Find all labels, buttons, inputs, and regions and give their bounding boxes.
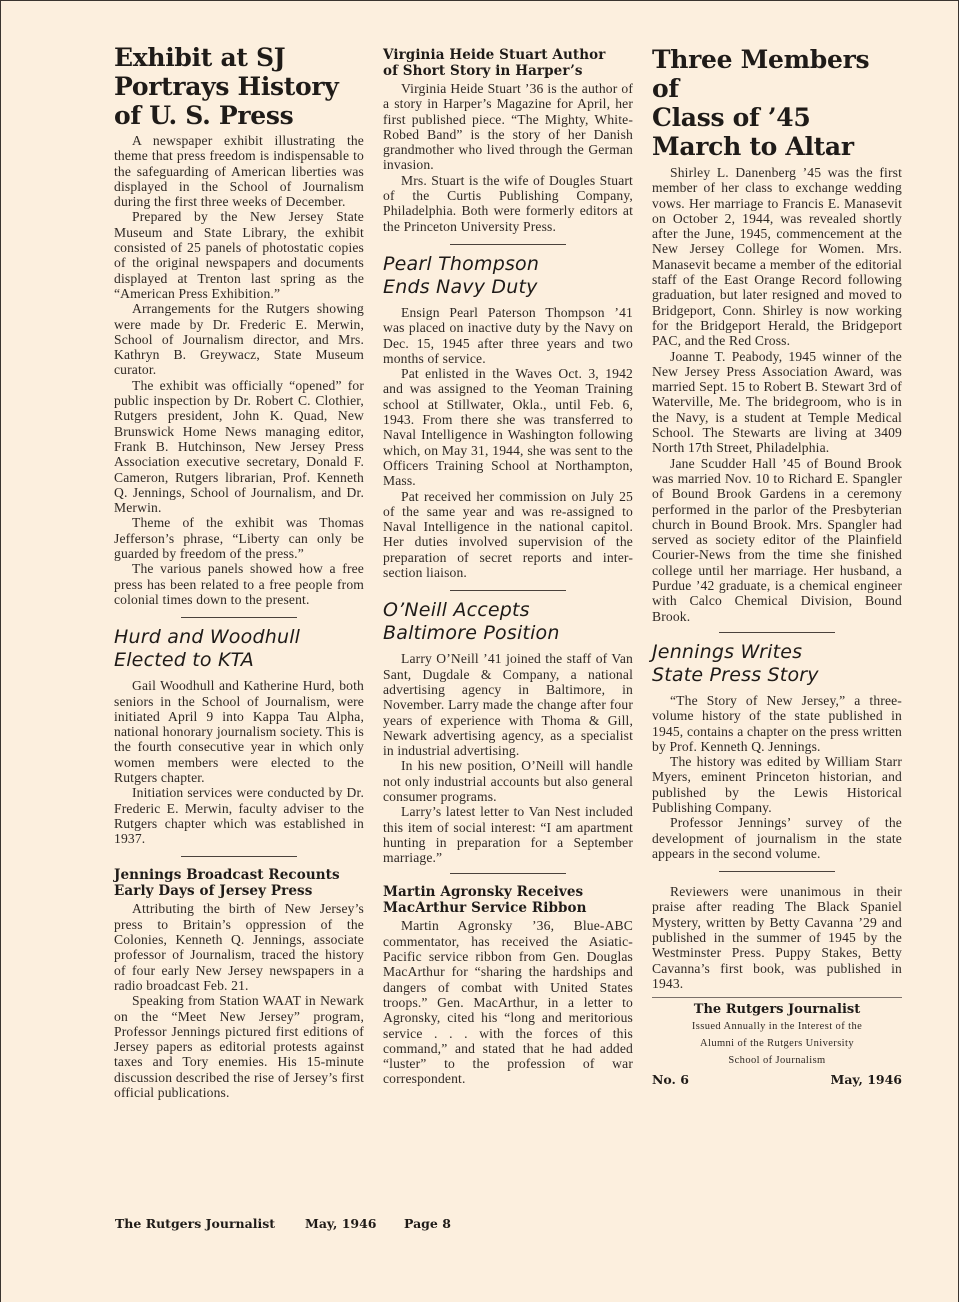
paragraph: Gail Woodhull and Katherine Hurd, both seniors in the School of Journalism, were initiated April 9 into Kappa Tau Alpha, national honorary journalism society. This is the fourth consecutive year in which only women members were elected to the Rutgers chapter. <box>114 678 364 785</box>
page-footer <box>115 1216 451 1231</box>
article-jennings-story <box>652 641 902 861</box>
issue-number: No. 6 <box>652 1072 689 1088</box>
paragraph: A newspaper exhibit illustrating the theme that press freedom is indispensable to the safeguarding of American liberties was displayed in the School of Journalism during the first three weeks of December. <box>114 133 364 210</box>
article-cavanna <box>652 884 902 991</box>
article-agronsky <box>383 884 633 1086</box>
column-right <box>652 1 902 1087</box>
paragraph: In his new position, O’Neill will handle not only industrial accounts but also general consumer programs. <box>383 758 633 804</box>
paragraph: Mrs. Stuart is the wife of Dougles Stuart of the Curtis Publishing Company, Philadelphia. Both were formerly editors at the Princeton University Press. <box>383 172 633 234</box>
paragraph: The various panels showed how a free press has been related to a free people from colonial times down to the present. <box>114 561 364 607</box>
footer-publication: The Rutgers Journalist <box>115 1216 276 1231</box>
headline-broadcast: Jennings Broadcast Recounts Early Days of Jersey Press <box>114 867 340 900</box>
headline-oneill: O’Neill Accepts Baltimore Position <box>383 599 560 645</box>
headline-kta: Hurd and Woodhull Elected to KTA <box>114 626 301 672</box>
paragraph: Speaking from Station WAAT in Newark on the “Meet New Jersey” program, Professor Jennings pictured first editions of Jersey papers as editorial protests against taxes and Tory enemies. His 15-minute discussion described the rise of Jersey’s first official publications. <box>114 993 364 1101</box>
paragraph: The exhibit was officially “opened” for public inspection by Dr. Robert C. Clothier, Rutgers president, John K. Quad, New Brunswick Home News managing editor, Frank B. Hutchinson, New Jersey Press Association executive secretary, Donald F. Cameron, Rutgers librarian, Prof. Kenneth Q. Jennings, School of Journalism, and Dr. Merwin. <box>114 377 364 516</box>
paragraph: Ensign Pearl Paterson Thompson ’41 was placed on inactive duty by the Navy on Dec. 15, 1945 after three years and two months of service. <box>383 304 633 366</box>
headline-jennings-story: Jennings Writes State Press Story <box>652 640 819 686</box>
paragraph: Reviewers were unanimous in their praise after reading The Black Spaniel Mystery, written by Betty Cavanna ’29 and published in the summer of 1945 by the Westminster Press. Puppy Stakes, Betty Cavanna’s first book, was published in 1943. <box>652 884 902 991</box>
paragraph: Attributing the birth of New Jersey’s press to Britain’s oppression of the Colonies, Kenneth Q. Jennings, associate professor of Journalism, traced the history of four early New Jersey newspapers in a radio broadcast Feb. 21. <box>114 901 364 993</box>
article-exhibit <box>114 43 364 607</box>
paragraph: Initiation services were conducted by Dr. Frederic E. Merwin, faculty adviser to the Rutgers chapter which was established in 1937. <box>114 785 364 847</box>
article-class45 <box>652 45 902 624</box>
column-middle <box>383 1 633 1087</box>
paragraph: Shirley L. Danenberg ’45 was the first member of her class to exchange wedding vows. Her marriage to Francis E. Manasevit on October 2, 1944, was revealed shortly after the June, 1945, commencement at the New Jersey College for Women. Mrs. Manasevit became a member of the editorial staff of the East Orange Record following graduation, but later resigned and moved to Bridgeport, Conn. Shirley is now working for the Bridgeport Herald, the Bridgeport PAC, and the Red Cross. <box>652 165 902 349</box>
article-thompson <box>383 253 633 580</box>
headline-thompson: Pearl Thompson Ends Navy Duty <box>383 252 540 298</box>
article-oneill <box>383 599 633 865</box>
paragraph: Pat enlisted in the Waves Oct. 3, 1942 and was assigned to the Yeoman Training school at Stillwater, Okla., until Feb. 6, 1943. From there she was transferred to Naval Intelligence in Washington following which, on May 31, 1944, she was sent to the Officers Training School at Northampton, Mass. <box>383 366 633 489</box>
masthead-issue-row <box>652 1072 902 1087</box>
paragraph: Professor Jennings’ survey of the development of journalism in the state appears in the second volume. <box>652 815 902 861</box>
headline-agronsky: Martin Agronsky Receives MacArthur Service Ribbon <box>383 884 587 917</box>
headline-class45: Three Members of Class of ’45 March to Altar <box>652 45 870 161</box>
footer-page-number: Page 8 <box>404 1216 451 1231</box>
paragraph: Theme of the exhibit was Thomas Jefferson’s phrase, “Liberty can only be guarded by freedom of the press.” <box>114 515 364 562</box>
article-stuart <box>383 47 633 234</box>
paragraph: Arrangements for the Rutgers showing were made by Dr. Frederic E. Merwin, School of Journalism director, and Mrs. Kathryn B. Greywacz, State Museum curator. <box>114 301 364 378</box>
footer-date: May, 1946 <box>305 1216 377 1231</box>
column-left <box>114 1 364 1100</box>
paragraph: Virginia Heide Stuart ’36 is the author of a story in Harper’s Magazine for April, her first published piece. “The Mighty, White-Robed Band” is the story of her Danish grandmother who lived through the German invasion. <box>383 81 633 173</box>
masthead-line: School of Journalism <box>728 1055 826 1067</box>
paragraph: “The Story of New Jersey,” a three-volume history of the state published in 1945, contains a chapter on the press written by Prof. Kenneth Q. Jennings. <box>652 692 902 754</box>
issue-date: May, 1946 <box>830 1072 902 1088</box>
paragraph: Jane Scudder Hall ’45 of Bound Brook was married Nov. 10 to Richard E. Spangler of Bound Brook Gardens in a ceremony performed in the parlor of the Presbyterian church in Bound Brook. Mrs. Spangler had served as society editor of the Plainfield Courier-News from the time she finished college until her marriage. Her husband, a Purdue ’42 graduate, is a chemical engineer with Calco Chemical Division, Bound Brook. <box>652 455 902 624</box>
paragraph: Martin Agronsky ’36, Blue-ABC commentator, has received the Asiatic-Pacific service ribbon from Gen. Douglas MacArthur for “sharing the hardships and dangers of combat with United States troops.” Gen. MacArthur, in a letter to Agronsky, cited his “long and meritorious service . . . with the forces of this command,” and stated that he had added “luster” to the profession of war correspondent. <box>383 918 633 1087</box>
masthead-title: The Rutgers Journalist <box>693 1002 861 1018</box>
masthead <box>652 1002 902 1087</box>
headline-exhibit: Exhibit at SJ Portrays History of U. S. Press <box>114 43 339 130</box>
masthead-line: Alumni of the Rutgers University <box>700 1038 854 1050</box>
article-kta <box>114 626 364 846</box>
article-broadcast <box>114 867 364 1100</box>
masthead-line: Issued Annually in the Interest of the <box>691 1021 863 1033</box>
paragraph: The history was edited by William Starr Myers, eminent Princeton historian, and published by the Lewis Historical Publishing Company. <box>652 754 902 815</box>
paragraph: Prepared by the New Jersey State Museum and State Library, the exhibit consisted of 25 panels of photostatic copies of the original newspapers and documents displayed at Trenton last spring as the “American Press Exhibition.” <box>114 209 364 301</box>
paragraph: Larry’s latest letter to Van Nest included this item of social interest: “I am apartment hunting in preparation for a September marriage.” <box>383 804 633 866</box>
paragraph: Joanne T. Peabody, 1945 winner of the New Jersey Press Association Award, was married Sept. 15 to Robert B. Stewart 3rd of Waterville, Me. The bridegroom, who is in the Navy, is a student at Temple Medical School. The Stewarts are living at 3409 North 17th Street, Philadelphia. <box>652 348 902 456</box>
paragraph: Pat received her commission on July 25 of the same year and was re-assigned to Naval Intelligence in the national capitol. Her duties involved supervision of the preparation of secret reports and inter-section liaison. <box>383 488 633 581</box>
paragraph: Larry O’Neill ’41 joined the staff of Van Sant, Dugdale & Company, a national advertising agency in Baltimore, in November. Larry made the change after four years of experience with Thoma & Gill, Newark advertising agency, as a specialist in industrial advertising. <box>383 651 633 759</box>
headline-stuart: Virginia Heide Stuart Author of Short Story in Harper’s <box>383 47 606 79</box>
